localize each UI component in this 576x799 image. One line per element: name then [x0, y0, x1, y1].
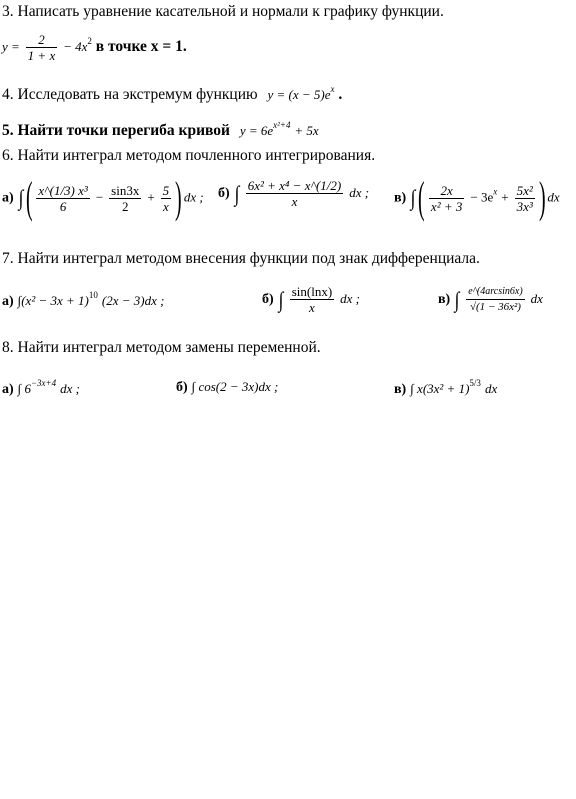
- task-6-title: 6. Найти интеграл методом почленного интегрирования.: [2, 147, 376, 164]
- integral-sign: ∫: [18, 185, 24, 210]
- eq-power: 2: [87, 36, 92, 47]
- task-4-formula: y = (x − 5)e: [267, 87, 331, 102]
- task-8b: б) ∫ cos(2 − 3x)dx ;: [176, 379, 279, 395]
- task-3-equation: [2, 32, 187, 63]
- task-5-formula: y = 6e: [239, 123, 274, 138]
- task-3-title: 3. Написать уравнение касательной и нормали к графику функции.: [2, 3, 444, 20]
- fraction: $\frac{2}{1 + x}$: [27, 32, 56, 63]
- task-3-condition: в точке х = 1.: [95, 38, 187, 56]
- task-6b: б) ∫ $\frac{\text{6x² + x⁴ − x\textasciicircum{}(1/2)}}{x}$ dx ;: [218, 178, 370, 209]
- task-7-title: 7. Найти интеграл методом внесения функции под знак дифференциала.: [2, 250, 480, 267]
- task-4-title: 4. Исследовать на экстремум функцию: [2, 86, 258, 103]
- task-4-line: 4. Исследовать на экстремум функцию $y = (x - 5)e^x$ .: [2, 84, 343, 103]
- task-6a: а) ∫ ( $\frac{\text{x\textasciicircum{}(1/3) x³}}{6}$ − $\frac{\sin 3x}{2}$ + $\frac{5}{x}$ ) dx ;: [2, 173, 204, 222]
- task-7c: в) ∫ $\frac{e\^{}(4\arcsin 6x)}{\text{√(1 − 36x²)}}$ dx: [438, 286, 543, 313]
- task-4-exp: x: [330, 84, 335, 94]
- task-5-exp: x²+4: [273, 120, 291, 130]
- task-6c: в) ∫ ( $\frac{2x}{\text{x² + 3}}$ − $3e^x$ + $\frac{\text{5x²}}{\text{3x³}}$ ) dx: [394, 173, 560, 222]
- task-5-line: 5. Найти точки перегиба кривой $y = 6e^{x^2+4} + 5x$: [2, 120, 319, 139]
- task-8a: а) ∫ $6^{-3x+4}$ dx ;: [2, 378, 80, 397]
- eq-lhs: y =: [2, 39, 20, 55]
- task-7a: а) $\int(x^2 - 3x + 1)^{10}$ (2x − 3)dx ;: [2, 290, 165, 309]
- task-7b: б) ∫ $\frac{\sin(\ln x)}{x}$ dx ;: [262, 284, 361, 315]
- task-5-title: 5. Найти точки перегиба кривой: [2, 122, 230, 139]
- task-8-title: 8. Найти интеграл методом замены переменной.: [2, 339, 321, 356]
- eq-rest: − 4x: [63, 39, 88, 55]
- task-8c: в) ∫ $x(3x^2 + 1)^{5/3}$ dx: [394, 378, 498, 397]
